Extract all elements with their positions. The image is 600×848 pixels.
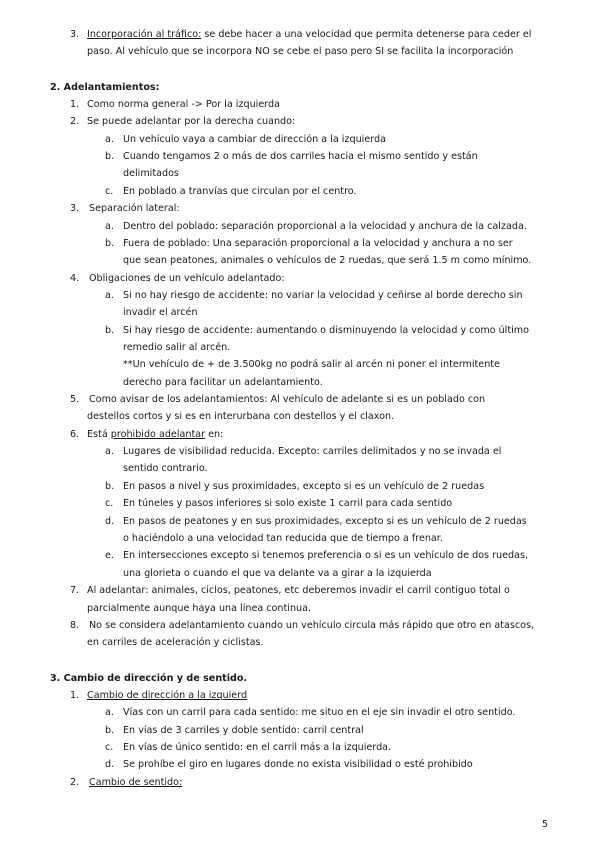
sublist-text: En pasos a nivel y sus proximidades, excepto si es un vehículo de 2 ruedas [123, 481, 485, 492]
list-item-text: Como avisar de los adelantamientos: Al vehículo de adelante si es un poblado con [89, 394, 486, 405]
list-item-text: Como norma general -> Por la izquierda [87, 99, 280, 110]
list-number: 3. [70, 29, 80, 40]
sublist-text: que sean peatones, animales o vehículos de 2 ruedas, que será 1.5 m como mínimo. [123, 255, 532, 266]
list-item-text: parcialmente aunque haya una línea continua. [87, 603, 312, 614]
list-number: 6. [70, 429, 80, 440]
sublist-letter: b. [105, 725, 115, 736]
list-number: 7. [70, 585, 80, 596]
sublist-text: invadir el arcén [123, 307, 198, 318]
incorporacion-title: Incorporación al tráfico: [87, 29, 202, 40]
list-number: 1. [70, 99, 80, 110]
sublist-text: delimitados [123, 168, 179, 179]
list-item-text: Obligaciones de un vehículo adelantado: [89, 273, 285, 284]
sublist-letter: b. [105, 481, 115, 492]
sublist-letter: a. [105, 221, 114, 232]
sublist-text: Cuando tengamos 2 o más de dos carriles hacia el mismo sentido y están [123, 151, 478, 162]
sublist-text: En vías de 3 carriles y doble sentido: carril central [123, 725, 364, 736]
sublist-text: sentido contrario. [123, 463, 208, 474]
sublist-text: Un vehículo vaya a cambiar de dirección a la izquierda [123, 134, 386, 145]
subsection-title: Cambio de sentido: [89, 777, 183, 788]
sublist-text: En intersecciones excepto si tenemos preferencia o si es un vehículo de dos ruedas, [123, 550, 529, 561]
sublist-text: remedio salir al arcén. [123, 342, 231, 353]
sublist-text: Vías con un carril para cada sentido: me situo en el eje sin invadir el otro sentido. [123, 707, 516, 718]
list-number: 8. [70, 620, 80, 631]
sublist-text: En vías de único sentido: en el carril más a la izquierda. [123, 742, 392, 753]
list-number: 5. [70, 394, 80, 405]
sublist-letter: d. [105, 759, 115, 770]
sublist-text: Si no hay riesgo de accidente: no variar la velocidad y ceñirse al borde derecho sin [123, 290, 523, 301]
list-item-text: en carriles de aceleración y ciclistas. [87, 637, 264, 648]
sublist-text: Se prohíbe el giro en lugares donde no exista visibilidad o esté prohibido [123, 759, 473, 770]
sublist-letter: c. [105, 742, 114, 753]
list-item-text: Está prohibido adelantar en: [87, 429, 224, 440]
sublist-text: una glorieta o cuando el que va delante va a girar a la izquierda [123, 568, 432, 579]
page-number: 5 [541, 819, 548, 830]
list-item-text: Incorporación al tráfico: se debe hacer a una velocidad que permita detenerse para ceder el [87, 29, 532, 40]
list-number: 1. [70, 690, 80, 701]
sublist-letter: a. [105, 290, 114, 301]
list-item-text: paso. Al vehículo que se incorpora NO se cebe el paso pero SI se facilita la incorporación [87, 46, 514, 57]
sublist-text: En pasos de peatones y en sus proximidades, excepto si es un vehículo de 2 ruedas [123, 516, 527, 527]
prohibido-adelantar-link[interactable]: prohibido adelantar [110, 429, 206, 440]
sublist-text: Lugares de visibilidad reducida. Excepto: carriles delimitados y no se invada el [123, 446, 502, 457]
sublist-letter: c. [105, 186, 114, 197]
list-item-text: Se puede adelantar por la derecha cuando: [87, 116, 296, 127]
list-item-text: No se considera adelantamiento cuando un vehículo circula más rápido que otro en atascos, [89, 620, 535, 631]
section-heading: 2. Adelantamientos: [50, 82, 160, 93]
sublist-text: Si hay riesgo de accidente: aumentando o disminuyendo la velocidad y como último [123, 325, 529, 336]
sublist-letter: a. [105, 707, 114, 718]
list-item-text: Al adelantar: animales, ciclos, peatones, etc deberemos invadir el carril contiguo total o [87, 585, 510, 596]
list-item-text: destellos cortos y si es en interurbana con destellos y el claxon. [87, 411, 395, 422]
sublist-text: Dentro del poblado: separación proporcional a la velocidad y anchura de la calzada. [123, 221, 527, 232]
sublist-text: o haciéndolo a una velocidad tan reducida que de tiempo a frenar. [123, 533, 443, 544]
sublist-text: En túneles y pasos inferiores si solo existe 1 carril para cada sentido [123, 498, 453, 509]
sublist-letter: b. [105, 325, 115, 336]
sublist-letter: a. [105, 134, 114, 145]
sublist-letter: c. [105, 498, 114, 509]
sublist-letter: a. [105, 446, 114, 457]
sublist-note: derecho para facilitar un adelantamiento. [123, 377, 323, 388]
list-number: 4. [70, 273, 80, 284]
sublist-note: **Un vehículo de + de 3.500kg no podrá salir al arcén ni poner el intermitente [123, 359, 500, 370]
sublist-text: Fuera de poblado: Una separación proporcional a la velocidad y anchura a no ser [123, 238, 513, 249]
subsection-title: Cambio de dirección a la izquierd [87, 690, 248, 701]
list-number: 2. [70, 777, 80, 788]
list-item-text: Separación lateral: [89, 203, 180, 214]
section-heading: 3. Cambio de dirección y de sentido. [50, 673, 248, 684]
list-number: 3. [70, 203, 80, 214]
list-number: 2. [70, 116, 80, 127]
sublist-letter: b. [105, 238, 115, 249]
sublist-letter: b. [105, 151, 115, 162]
sublist-text: En poblado a tranvías que circulan por el centro. [123, 186, 357, 197]
sublist-letter: d. [105, 516, 115, 527]
sublist-letter: e. [105, 550, 114, 561]
